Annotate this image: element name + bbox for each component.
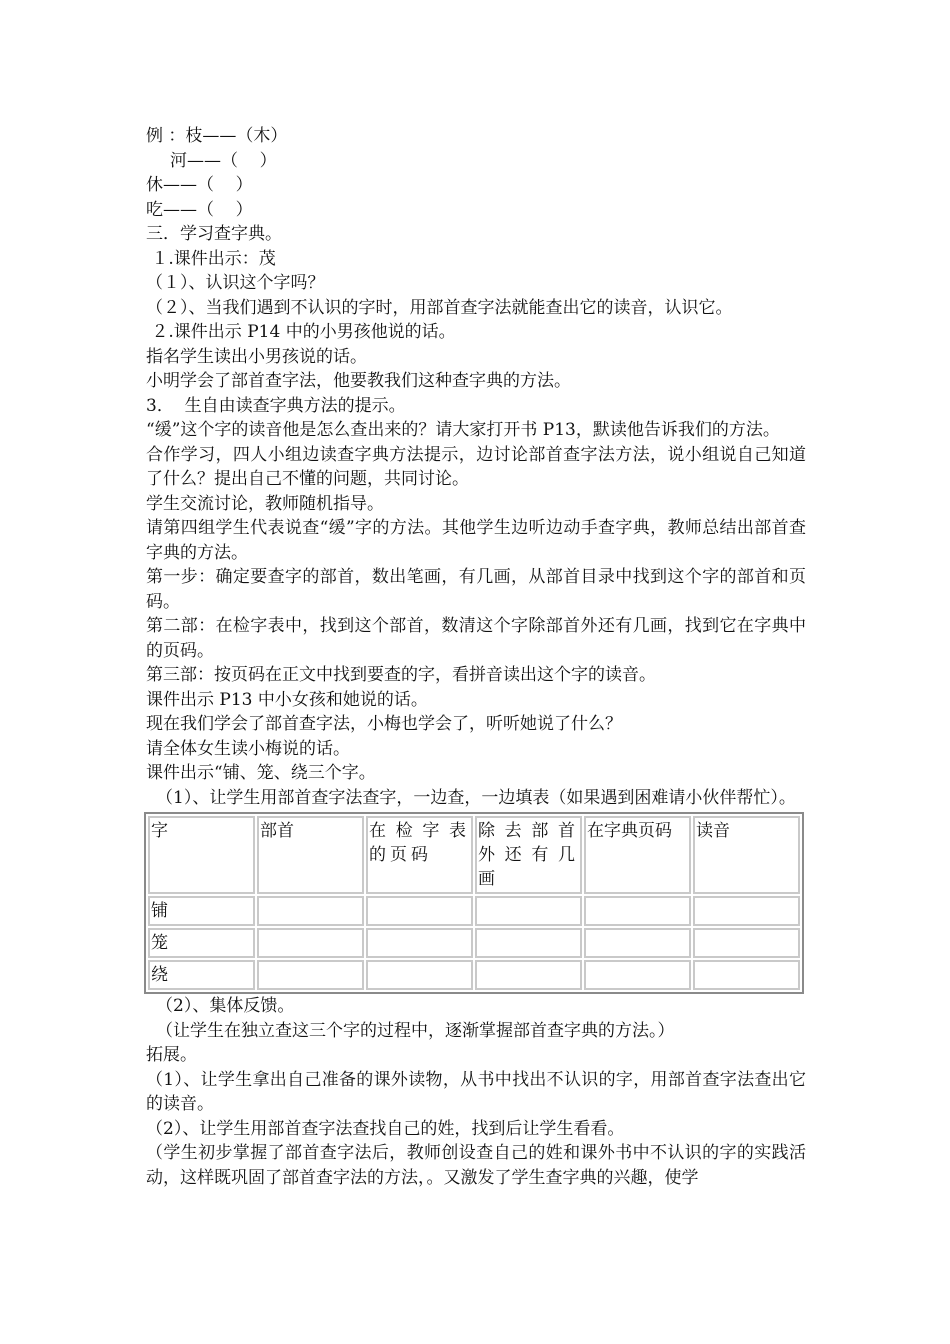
paragraph-line: （学生初步掌握了部首查字法后，教师创设查自己的姓和课外书中不认识的字的实践活动，这样既巩固了部首查字法的方法，。又激发了学生查字典的兴趣，使学 [146,1143,806,1188]
paragraph-line: （2）、让学生用部首查字法查找自己的姓，找到后让学生看看。 [146,1118,625,1139]
table-blank-cell [584,960,691,990]
table-blank-cell [257,896,364,926]
table-blank-cell [366,896,473,926]
paragraph-line: （1）、让学生拿出自己准备的课外读物，从书中找出不认识的字，用部首查字法查出它的读音。 [146,1069,806,1114]
table-header-cell: 除去部首外还有几画 [475,816,582,894]
paragraph-line: ２.课件出示 P14 中的小男孩他说的话。 [146,322,456,342]
table-blank-cell [257,960,364,990]
table-blank-cell [366,928,473,958]
table-blank-cell [475,896,582,926]
paragraph-line: 第三部：按页码在正文中找到要查的字，看拼音读出这个字的读音。 [146,665,656,685]
table-blank-cell [366,960,473,990]
paragraph-line: １.课件出示：茂 [146,248,276,269]
paragraphs-after-table [146,994,806,1190]
table-blank-cell [693,928,800,958]
table-header-cell: 在检字表的页码 [366,816,473,894]
paragraph-line: （1）、让学生用部首查字法查字，一边查，一边填表（如果遇到困难请小伙伴帮忙）。 [156,787,796,808]
table-row [148,896,800,926]
table-blank-cell [693,896,800,926]
table-header-cell: 读音 [693,816,800,894]
paragraph-line: 河——（ ） [170,150,277,171]
paragraph-line: “缓”这个字的读音他是怎么查出来的？请大家打开书 P13，默读他告诉我们的方法。 [146,420,780,440]
paragraph-line: 请第四组学生代表说查“缓”字的方法。其他学生边听边动手查字典，教师总结出部首查字典的方法。 [146,518,806,563]
paragraph-line: 指名学生读出小男孩说的话。 [146,346,367,367]
paragraph-line: （2）、集体反馈。 [156,996,295,1016]
table-header-cell: 在字典页码 [584,816,691,894]
table-char-cell: 绕 [148,960,255,990]
paragraph-line: 合作学习，四人小组边读查字典方法提示，边讨论部首查字法方法，说小组说自己知道了什么？提出自己不懂的问题，共同讨论。 [146,444,806,489]
paragraph-line: （让学生在独立查这三个字的过程中，逐渐掌握部首查字典的方法。） [156,1020,675,1041]
paragraph-line: （１）、认识这个字吗？ [146,273,325,293]
table-blank-cell [257,928,364,958]
table-header-cell: 部首 [257,816,364,894]
paragraph-line: 例 ：枝——（木） [146,126,288,146]
paragraph-line: 请全体女生读小梅说的话。 [146,738,350,759]
paragraph-line: 吃——（ ） [146,199,253,220]
paragraph-line: 3． 生自由读查字典方法的提示。 [146,395,406,416]
paragraph-line: 课件出示 P13 中小女孩和她说的话。 [146,689,428,710]
table-blank-cell [693,960,800,990]
lookup-table [144,812,804,994]
paragraph-line: （２）、当我们遇到不认识的字时，用部首查字法就能查出它的读音，认识它。 [146,297,733,318]
table-row [148,928,800,958]
paragraph-line: 三．学习查字典。 [146,224,282,244]
paragraph-line: 拓展。 [146,1045,197,1065]
paragraph-line: 学生交流讨论，教师随机指导。 [146,493,384,514]
table-header-cell: 字 [148,816,255,894]
table-char-cell: 铺 [148,896,255,926]
table-header-row [148,816,800,894]
table-blank-cell [584,896,691,926]
paragraph-line: 小明学会了部首查字法，他要教我们这种查字典的方法。 [146,371,571,391]
table-blank-cell [584,928,691,958]
table-blank-cell [475,960,582,990]
paragraph-line: 现在我们学会了部首查字法，小梅也学会了，听听她说了什么？ [146,714,622,734]
paragraph-line: 第二部：在检字表中，找到这个部首，数清这个字除部首外还有几画，找到它在字典中的页码。 [146,616,806,661]
document-body [146,124,806,1190]
table-char-cell: 笼 [148,928,255,958]
paragraphs-before-table [146,124,806,810]
paragraph-line: 第一步：确定要查字的部首，数出笔画，有几画，从部首目录中找到这个字的部首和页码。 [146,567,806,612]
table-blank-cell [475,928,582,958]
paragraph-line: 课件出示“铺、笼、绕三个字。 [146,763,376,783]
paragraph-line: 休——（ ） [146,175,253,195]
table-row [148,960,800,990]
